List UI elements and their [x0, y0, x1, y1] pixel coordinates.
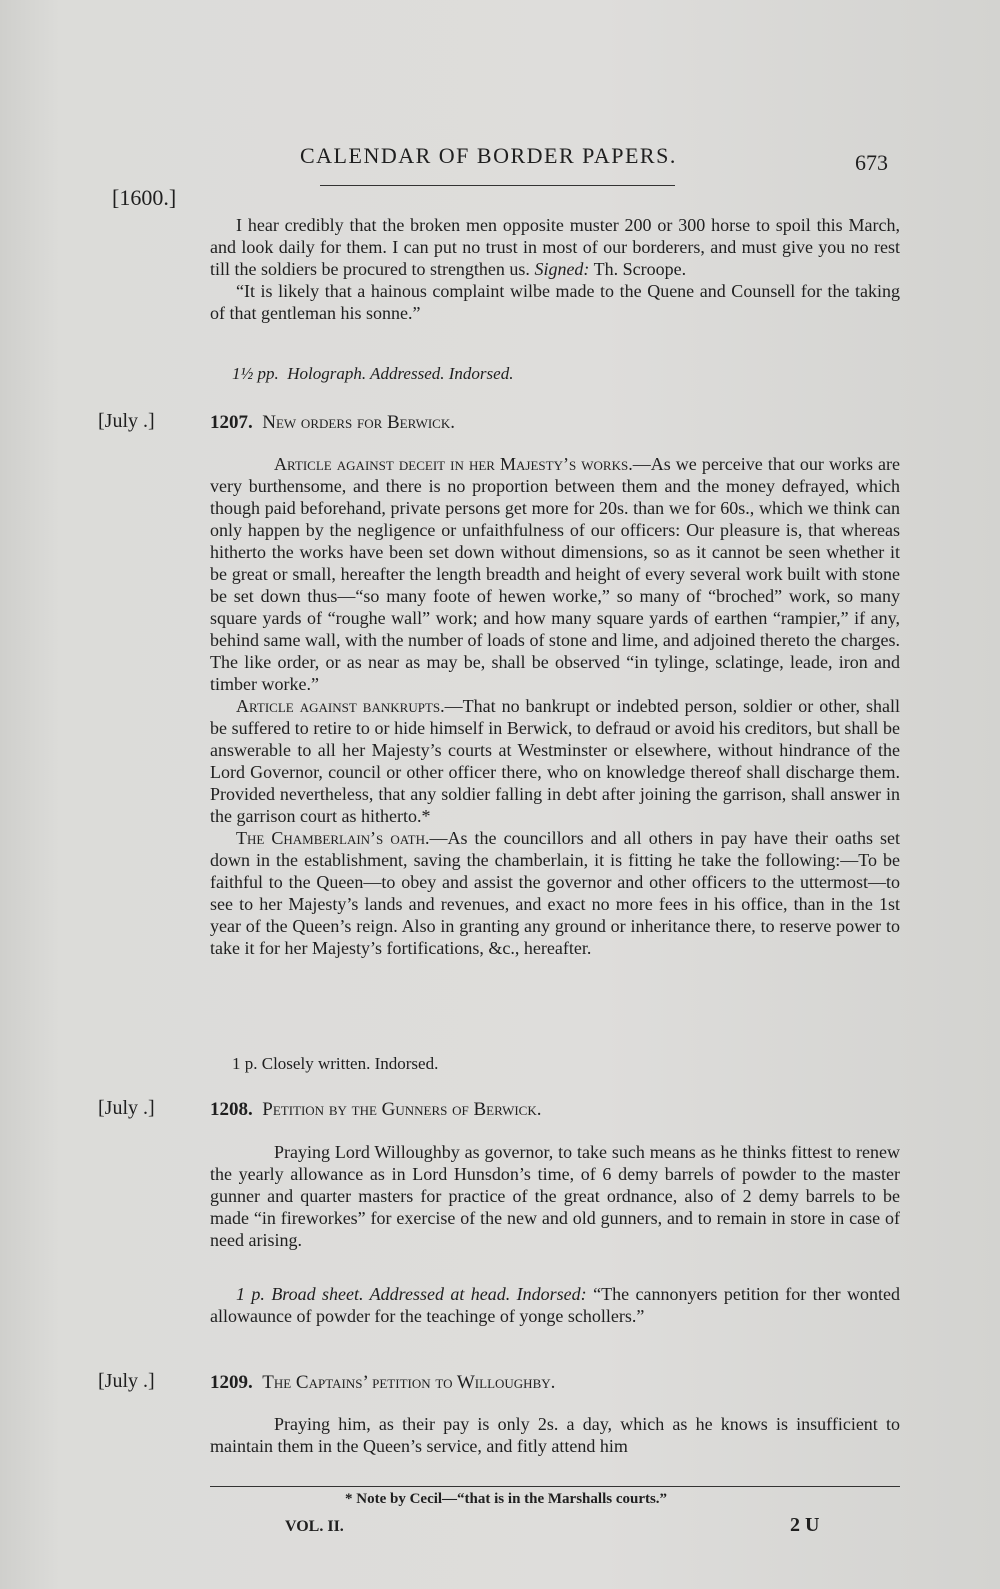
entry-body: Praying him, as their pay is only 2s. a day, which as he knows is insufficient to maintain them in the Queen’s service, and fitly attend him: [210, 1414, 900, 1456]
page-number: 673: [855, 150, 888, 175]
entry-body: [210, 453, 900, 959]
article-paragraph: Article against deceit in her Majesty’s works.—As we perceive that our works are very burthensome, and there is no proportion between them and the money defrayed, which though paid beforehand, private persons get more for 20s. than we for 60s., which we think can only happen by the negligence or unfaithfulness of our officers: Our pleasure is, that whereas hitherto the works have been set down without dimensions, so as it cannot be seen whether it be great or small, hereafter the length breadth and height of every several work built with stone be set down thus—“so many foote of hewen worke,” so many of “broched” work, so many square yards of “roughe wall” work; and how many square yards of earthen “rampier,” if any, behind same wall, with the number of loads of stone and lime, and adjoined thereto the charges. The like order, or as near as may be, shall be observed “in tylinge, sclatinge, leade, iron and timber worke.”: [210, 454, 900, 694]
article-paragraph: Article against bankrupts.—That no bankrupt or indebted person, soldier or other, shall be suffered to retire to or hide himself in Berwick, to defraud or avoid his creditors, but shall be answerable to all her Majesty’s courts at Westminster or elsewhere, without hindrance of the Lord Governor, council or other officer there, who on knowledge thereof shall discharge them. Provided nevertheless, that any soldier falling in debt after joining the garrison, shall answer in the garrison court as hitherto.*: [210, 696, 900, 826]
continuation-quote: “It is likely that a hainous complaint wilbe made to the Quene and Counsell for the taking of that gentleman his sonne.”: [210, 281, 900, 323]
entry-date: [July .]: [98, 1370, 155, 1392]
entry-heading: 1208. Petition by the Gunners of Berwick.: [210, 1099, 542, 1120]
continuation-note: 1½ pp. Holograph. Addressed. Indorsed.: [232, 364, 514, 383]
article-paragraph: The Chamberlain’s oath.—As the councillors and all others in pay have their oaths set down in the establishment, saving the chamberlain, it is fitting he take the following:—To be faithful to the Queen—to obey and assist the governor and other officers to the uttermost—to see to her Majesty’s lands and revenues, and exact no more fees in his office, than in the 1st year of the Queen’s reign. Also in granting any ground or inheritance there, to reserve power to take it for her Majesty’s fortifications, &c., hereafter.: [210, 828, 900, 958]
entry-body: Praying Lord Willoughby as governor, to take such means as he thinks fittest to renew the yearly allowance as in Lord Hunsdon’s time, of 6 demy barrels of powder to the master gunner and quarter masters for practice of the great ordnance, also of 2 demy barrels to be made “in fireworkes” for exercise of the new and old gunners, and to remain in store in case of need arising.: [210, 1142, 900, 1250]
entry-heading: 1207. New orders for Berwick.: [210, 412, 455, 433]
continuation-paragraph: I hear credibly that the broken men opposite muster 200 or 300 horse to spoil this March, and look daily for them. I can put no trust in most of our borderers, and must give you no rest till the soldiers be procured to strengthen us. Signed: Th. Scroope.: [210, 215, 900, 279]
entry-note: 1 p. Closely written. Indorsed.: [232, 1054, 439, 1073]
footnote: * Note by Cecil—“that is in the Marshalls courts.”: [345, 1491, 668, 1507]
year-marker: [1600.]: [112, 185, 177, 210]
signature-mark: 2 U: [790, 1514, 820, 1536]
footnote-rule: [210, 1486, 900, 1487]
entry-heading: 1209. The Captains’ petition to Willoughby.: [210, 1372, 556, 1393]
header-rule: [320, 185, 675, 186]
continuation-block: [210, 214, 900, 324]
running-title: CALENDAR OF BORDER PAPERS.: [300, 143, 677, 168]
entry-date: [July .]: [98, 410, 155, 432]
entry-note: 1 p. Broad sheet. Addressed at head. Indorsed: “The cannonyers petition for ther wonted allowaunce of powder for the teachinge of yonge schollers.”: [210, 1284, 901, 1326]
volume-label: VOL. II.: [285, 1518, 344, 1535]
entry-date: [July .]: [98, 1097, 155, 1119]
